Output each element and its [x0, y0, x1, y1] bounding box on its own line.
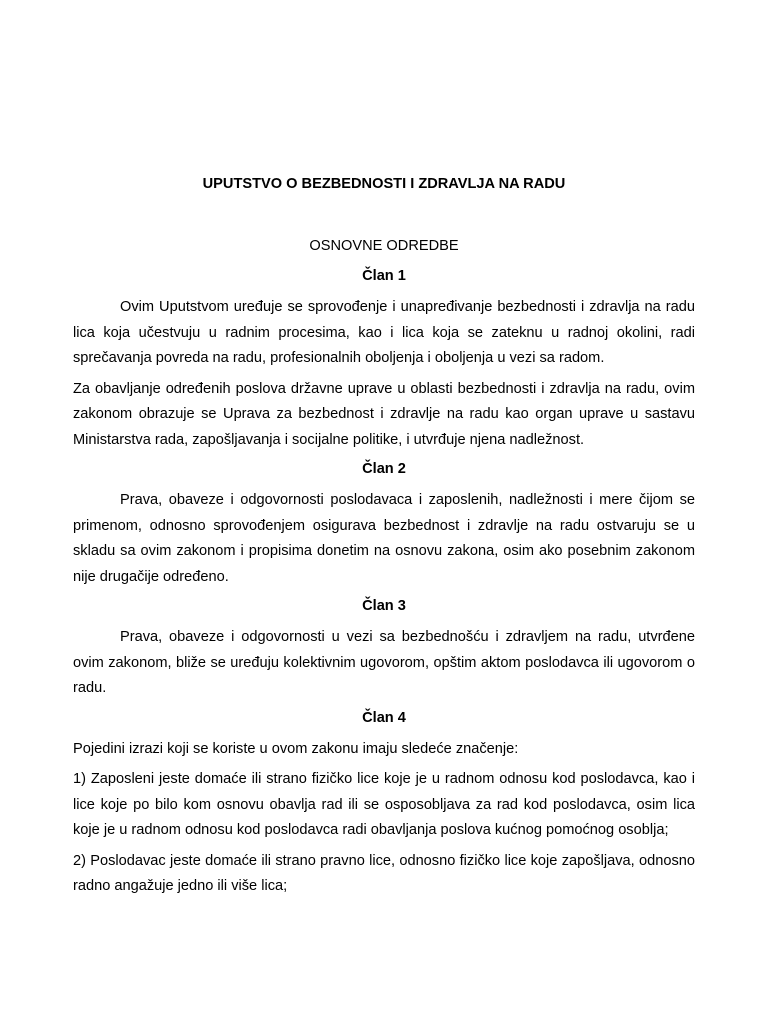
- section-heading: OSNOVNE ODREDBE: [309, 238, 459, 254]
- article-4-paragraph-3: 2) Poslodavac jeste domaće ili strano pravno lice, odnosno fizičko lice koje zapošljava, odnosno radno angažuje jedno ili više lica;: [73, 852, 695, 894]
- article-2-paragraph-1: Prava, obaveze i odgovornosti poslodavaca i zaposlenih, nadležnosti i mere čijom se primenom, odnosno sprovođenjem osigurava bezbednost i zdravlje na radu ostvaruju se u skladu sa ovim zakonom i propisima donetim na osnovu zakona, osim ako posebnim zakonom nije drugačije određeno.: [73, 492, 695, 585]
- document-body: [73, 172, 695, 900]
- article-heading-3: Član 3: [362, 598, 406, 614]
- article-1-paragraph-1: Ovim Uputstvom uređuje se sprovođenje i unapređivanje bezbednosti i zdravlja na radu lica koja učestvuju u radnim procesima, kao i lica koja se zateknu u radnoj okolini, radi sprečavanja povreda na radu, profesionalnih oboljenja i oboljenja u vezi sa radom.: [73, 299, 695, 366]
- article-heading-2: Član 2: [362, 461, 406, 477]
- article-1-paragraph-2: Za obavljanje određenih poslova državne uprave u oblasti bezbednosti i zdravlja na radu, ovim zakonom obrazuje se Uprava za bezbednost i zdravlje na radu kao organ uprave u sastavu Ministarstva rada, zapošljavanja i socijalne politike, i utvrđuje njena nadležnost.: [73, 380, 695, 448]
- article-4-paragraph-2: 1) Zaposleni jeste domaće ili strano fizičko lice koje je u radnom odnosu kod poslodavca, kao i lice koje po bilo kom osnovu obavlja rad ili se osposobljava za rad kod poslodavca, osim lica koje je u radnom odnosu kod poslodavca radi obavljanja poslova kućnog pomoćnog osoblja;: [73, 771, 695, 838]
- article-3-paragraph-1: Prava, obaveze i odgovornosti u vezi sa bezbednošću i zdravljem na radu, utvrđene ovim zakonom, bliže se uređuju kolektivnim ugovorom, opštim aktom poslodavca ili ugovorom o radu.: [73, 629, 695, 696]
- article-heading-4: Član 4: [362, 709, 406, 726]
- article-heading-1: Član 1: [362, 268, 406, 284]
- article-4-paragraph-1: Pojedini izrazi koji se koriste u ovom zakonu imaju sledeće značenje:: [73, 740, 519, 757]
- document-title: UPUTSTVO O BEZBEDNOSTI I ZDRAVLJA NA RADU: [202, 176, 566, 192]
